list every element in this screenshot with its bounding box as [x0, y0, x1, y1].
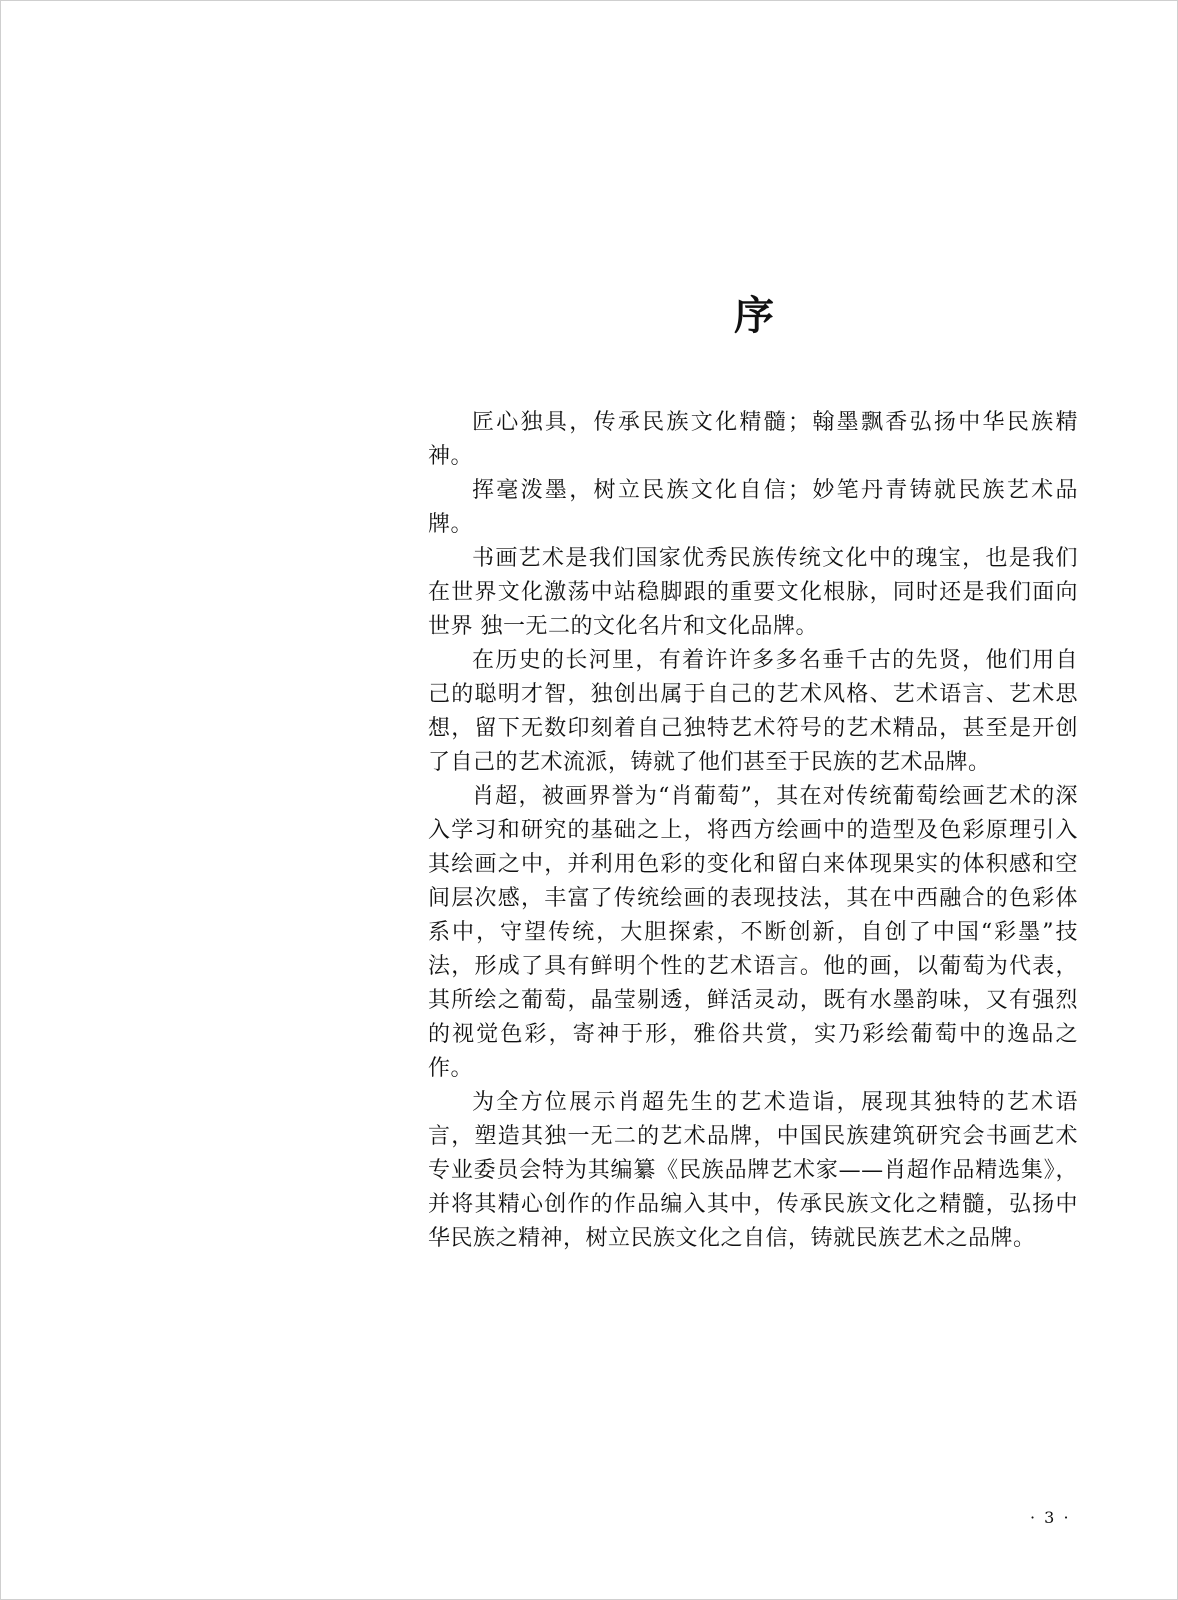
paragraph-5: 肖超，被画界誉为“肖葡萄”，其在对传统葡萄绘画艺术的深入学习和研究的基础之上，将西方绘画中的造型及色彩原理引入其绘画之中，并利用色彩的变化和留白来体现果实的体积感和空间层次感，丰富了传统绘画的表现技法，其在中西融合的色彩体系中，守望传统，大胆探索，不断创新，自创了中国“彩墨”技法，形成了具有鲜明个性的艺术语言。他的画，以葡萄为代表，其所绘之葡萄，晶莹剔透，鲜活灵动，既有水墨韵味，又有强烈的视觉色彩，寄神于形，雅俗共赏，实乃彩绘葡萄中的逸品之作。	[428, 784, 1078, 1081]
paragraph-3: 书画艺术是我们国家优秀民族传统文化中的瑰宝，也是我们在世界文化激荡中站稳脚跟的重要文化根脉，同时还是我们面向世界 独一无二的文化名片和文化品牌。	[428, 546, 1078, 639]
page-number: · 3 ·	[1030, 1508, 1071, 1527]
paragraph-2: 挥毫泼墨，树立民族文化自信；妙笔丹青铸就民族艺术品牌。	[428, 478, 1078, 537]
paragraph-1: 匠心独具，传承民族文化精髓；翰墨飘香弘扬中华民族精神。	[428, 410, 1078, 469]
paragraph-4: 在历史的长河里，有着许许多多名垂千古的先贤，他们用自己的聪明才智，独创出属于自己的艺术风格、艺术语言、艺术思想，留下无数印刻着自己独特艺术符号的艺术精品，甚至是开创了自己的艺术流派，铸就了他们甚至于民族的艺术品牌。	[428, 648, 1078, 775]
page-title: 序	[734, 292, 774, 339]
preface-body	[428, 406, 1078, 1256]
paragraph-6: 为全方位展示肖超先生的艺术造诣，展现其独特的艺术语言，塑造其独一无二的艺术品牌，中国民族建筑研究会书画艺术专业委员会特为其编纂《民族品牌艺术家——肖超作品精选集》，并将其精心创作的作品编入其中，传承民族文化之精髓，弘扬中华民族之精神，树立民族文化之自信，铸就民族艺术之品牌。	[428, 1090, 1078, 1251]
